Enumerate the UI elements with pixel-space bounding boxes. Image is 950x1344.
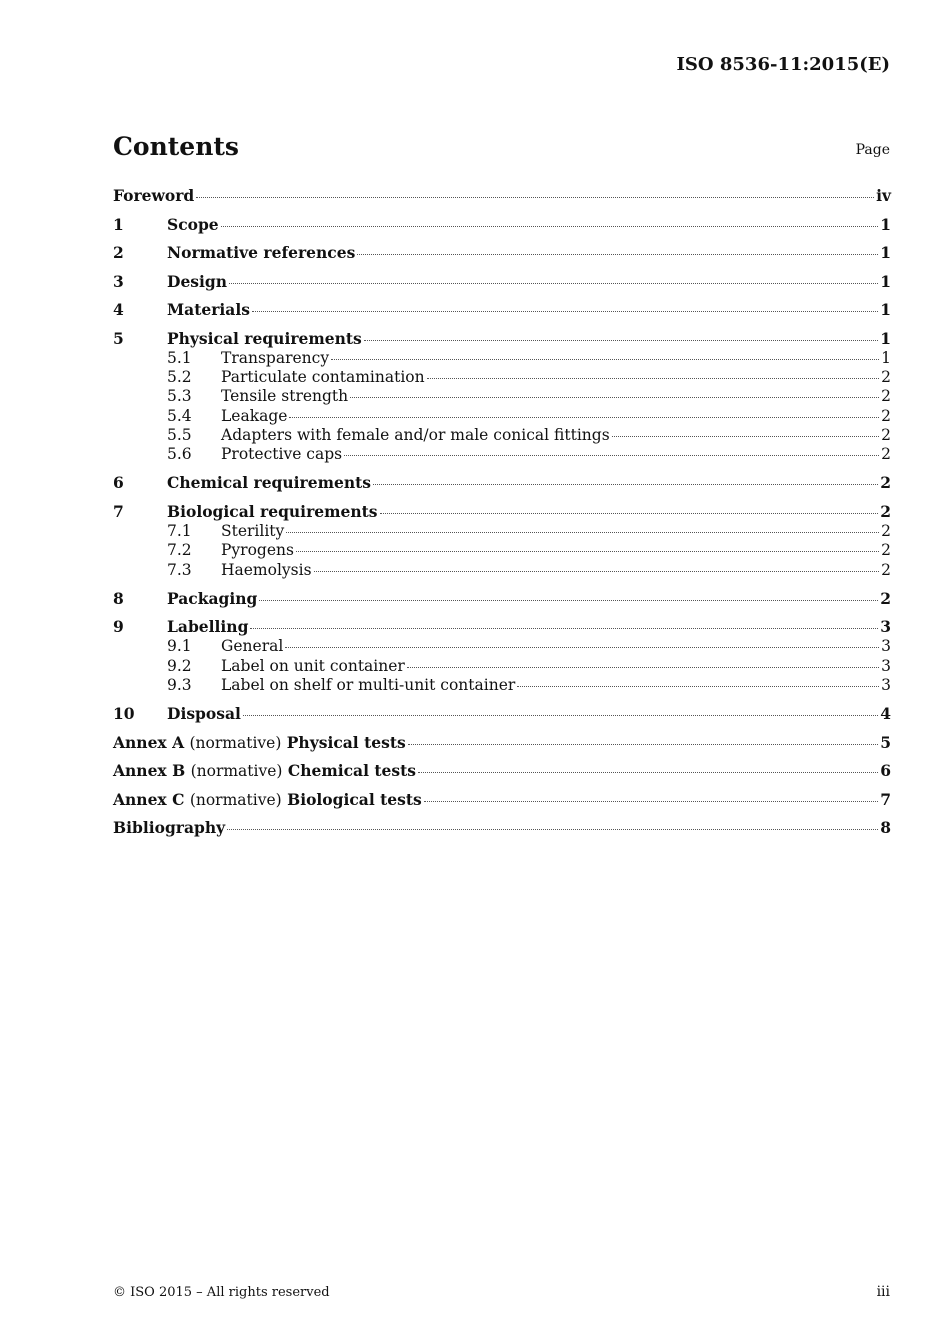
toc-title: Packaging	[167, 588, 258, 608]
toc-subnumber: 5.3	[167, 387, 192, 406]
toc-entry-foreword[interactable]	[113, 186, 891, 215]
toc-page: 2	[881, 426, 891, 445]
toc-title: Biological requirements	[167, 501, 378, 521]
dot-leader	[380, 513, 879, 514]
dot-leader	[285, 647, 879, 648]
toc-subnumber: 5.4	[167, 406, 192, 425]
toc-page: 2	[880, 501, 891, 521]
toc-subentry[interactable]	[113, 637, 891, 656]
dot-leader	[259, 600, 878, 601]
toc-title	[113, 733, 406, 753]
toc-subentry[interactable]	[113, 522, 891, 541]
toc-title: Design	[167, 271, 228, 291]
toc-subnumber: 5.2	[167, 367, 192, 386]
toc-page: 1	[880, 300, 891, 319]
toc-number: 8	[113, 588, 124, 608]
toc-page: 2	[881, 560, 891, 579]
toc-entry-chemical-requirements[interactable]	[113, 473, 891, 502]
toc-subtitle: Transparency	[221, 348, 330, 367]
toc-subtitle: Sterility	[221, 521, 285, 540]
dot-leader	[373, 484, 878, 485]
toc-page: 2	[881, 367, 891, 386]
toc-title: Foreword	[113, 186, 195, 205]
toc-subtitle: Protective caps	[221, 445, 343, 464]
toc-title	[113, 761, 416, 781]
toc-title: Chemical requirements	[167, 473, 371, 493]
toc-subnumber: 7.1	[167, 521, 192, 540]
dot-leader	[364, 340, 878, 341]
toc-number: 3	[113, 271, 124, 291]
dot-leader	[408, 744, 878, 745]
toc-entry-biological-requirements[interactable]	[113, 502, 891, 522]
toc-entry-packaging[interactable]	[113, 589, 891, 618]
toc-subentry[interactable]	[113, 407, 891, 426]
toc-number: 5	[113, 328, 124, 348]
toc-subtitle: Adapters with female and/or male conical fittings	[221, 426, 610, 445]
toc-page: 2	[880, 588, 891, 608]
annex-kind: (normative)	[190, 762, 283, 781]
dot-leader	[331, 359, 879, 360]
toc-page: 2	[880, 473, 891, 493]
annex-label: Annex A	[113, 732, 185, 752]
toc-subentry[interactable]	[113, 349, 891, 368]
dot-leader	[286, 532, 879, 533]
dot-leader	[229, 283, 878, 284]
toc-entry-annex-b[interactable]	[113, 761, 891, 790]
toc-subentry[interactable]	[113, 368, 891, 387]
dot-leader	[427, 378, 880, 379]
toc-entry-disposal[interactable]	[113, 704, 891, 733]
dot-leader	[250, 628, 878, 629]
footer-page-number: iii	[876, 1284, 890, 1300]
dot-leader	[517, 686, 879, 687]
toc-page: 1	[880, 271, 891, 291]
dot-leader	[357, 254, 878, 255]
toc-subtitle: Label on shelf or multi-unit container	[221, 676, 516, 695]
toc-subentry[interactable]	[113, 657, 891, 676]
annex-title: Biological tests	[287, 789, 422, 809]
toc-title: Labelling	[167, 617, 249, 637]
toc-subentry[interactable]	[113, 561, 891, 589]
dot-leader	[243, 715, 878, 716]
dot-leader	[344, 455, 879, 456]
footer-copyright: © ISO 2015 – All rights reserved	[113, 1285, 330, 1300]
toc-page: 2	[881, 406, 891, 425]
dot-leader	[296, 551, 879, 552]
toc-entry-annex-c[interactable]	[113, 790, 891, 819]
toc-page: 7	[880, 789, 891, 809]
toc-subentry[interactable]	[113, 387, 891, 406]
toc-subnumber: 7.2	[167, 541, 192, 560]
toc-number: 10	[113, 704, 135, 724]
toc-entry-materials[interactable]	[113, 300, 891, 329]
toc-subtitle: Tensile strength	[221, 387, 349, 406]
toc-subtitle: General	[221, 637, 284, 656]
toc-page: 5	[880, 732, 891, 752]
page-column-label: Page	[855, 142, 890, 158]
toc-title: Scope	[167, 214, 219, 234]
annex-kind: (normative)	[189, 790, 282, 809]
toc-subnumber: 9.3	[167, 676, 192, 695]
toc-subentry[interactable]	[113, 445, 891, 473]
toc-page: 1	[880, 243, 891, 262]
toc-subtitle: Leakage	[221, 406, 288, 425]
annex-label: Annex C	[113, 789, 185, 809]
dot-leader	[221, 226, 879, 227]
toc-page: 1	[880, 328, 891, 348]
toc-page: 2	[881, 445, 891, 464]
toc-subtitle: Pyrogens	[221, 541, 294, 560]
toc-entry-annex-a[interactable]	[113, 733, 891, 762]
toc-subnumber: 9.2	[167, 656, 192, 675]
toc-page: 1	[880, 214, 891, 234]
dot-leader	[612, 436, 879, 437]
toc-entry-design[interactable]	[113, 272, 891, 301]
toc-entry-bibliography[interactable]	[113, 818, 891, 847]
toc-subtitle: Label on unit container	[221, 656, 405, 675]
dot-leader	[196, 197, 874, 198]
toc-number: 6	[113, 473, 124, 493]
toc-title: Materials	[167, 300, 250, 319]
toc-page: 3	[881, 656, 891, 675]
dot-leader	[407, 667, 879, 668]
toc-page: 6	[880, 761, 891, 781]
dot-leader	[314, 571, 880, 572]
toc-subnumber: 5.6	[167, 445, 192, 464]
toc-title: Bibliography	[113, 818, 226, 838]
toc-page: 8	[880, 818, 891, 838]
toc-page: 3	[881, 676, 891, 695]
toc-subentry[interactable]	[113, 676, 891, 704]
toc-page: 3	[880, 617, 891, 637]
toc-entry-labelling[interactable]	[113, 617, 891, 637]
toc-page: 4	[880, 704, 891, 724]
toc-entry-normative-references[interactable]	[113, 243, 891, 272]
toc-number: 7	[113, 501, 124, 521]
table-of-contents	[113, 186, 891, 847]
toc-subnumber: 5.5	[167, 426, 192, 445]
toc-subtitle: Particulate contamination	[221, 367, 425, 386]
toc-page: 2	[881, 387, 891, 406]
annex-title: Chemical tests	[287, 761, 417, 781]
dot-leader	[424, 801, 878, 802]
toc-page: 2	[881, 521, 891, 540]
toc-subnumber: 9.1	[167, 637, 192, 656]
toc-title	[113, 790, 422, 810]
toc-subnumber: 7.3	[167, 560, 192, 579]
toc-number: 9	[113, 617, 124, 637]
annex-title: Physical tests	[286, 732, 406, 752]
toc-number: 4	[113, 300, 124, 319]
contents-title: Contents	[113, 132, 240, 161]
dot-leader	[418, 772, 878, 773]
toc-entry-physical-requirements[interactable]	[113, 329, 891, 349]
toc-entry-scope[interactable]	[113, 215, 891, 244]
annex-kind: (normative)	[189, 733, 282, 752]
toc-title: Disposal	[167, 704, 241, 724]
document-id: ISO 8536-11:2015(E)	[676, 54, 890, 75]
toc-page: 2	[881, 541, 891, 560]
toc-title: Normative references	[167, 243, 356, 262]
toc-title: Physical requirements	[167, 328, 362, 348]
toc-subtitle: Haemolysis	[221, 560, 312, 579]
toc-subentry[interactable]	[113, 426, 891, 445]
toc-number: 2	[113, 243, 124, 262]
dot-leader	[227, 829, 878, 830]
toc-subentry[interactable]	[113, 541, 891, 560]
toc-page: 1	[881, 348, 891, 367]
dot-leader	[289, 417, 879, 418]
toc-subnumber: 5.1	[167, 348, 192, 367]
dot-leader	[252, 311, 878, 312]
dot-leader	[350, 397, 879, 398]
toc-page: iv	[876, 186, 891, 205]
toc-page: 3	[881, 637, 891, 656]
annex-label: Annex B	[113, 761, 186, 781]
toc-number: 1	[113, 214, 124, 234]
